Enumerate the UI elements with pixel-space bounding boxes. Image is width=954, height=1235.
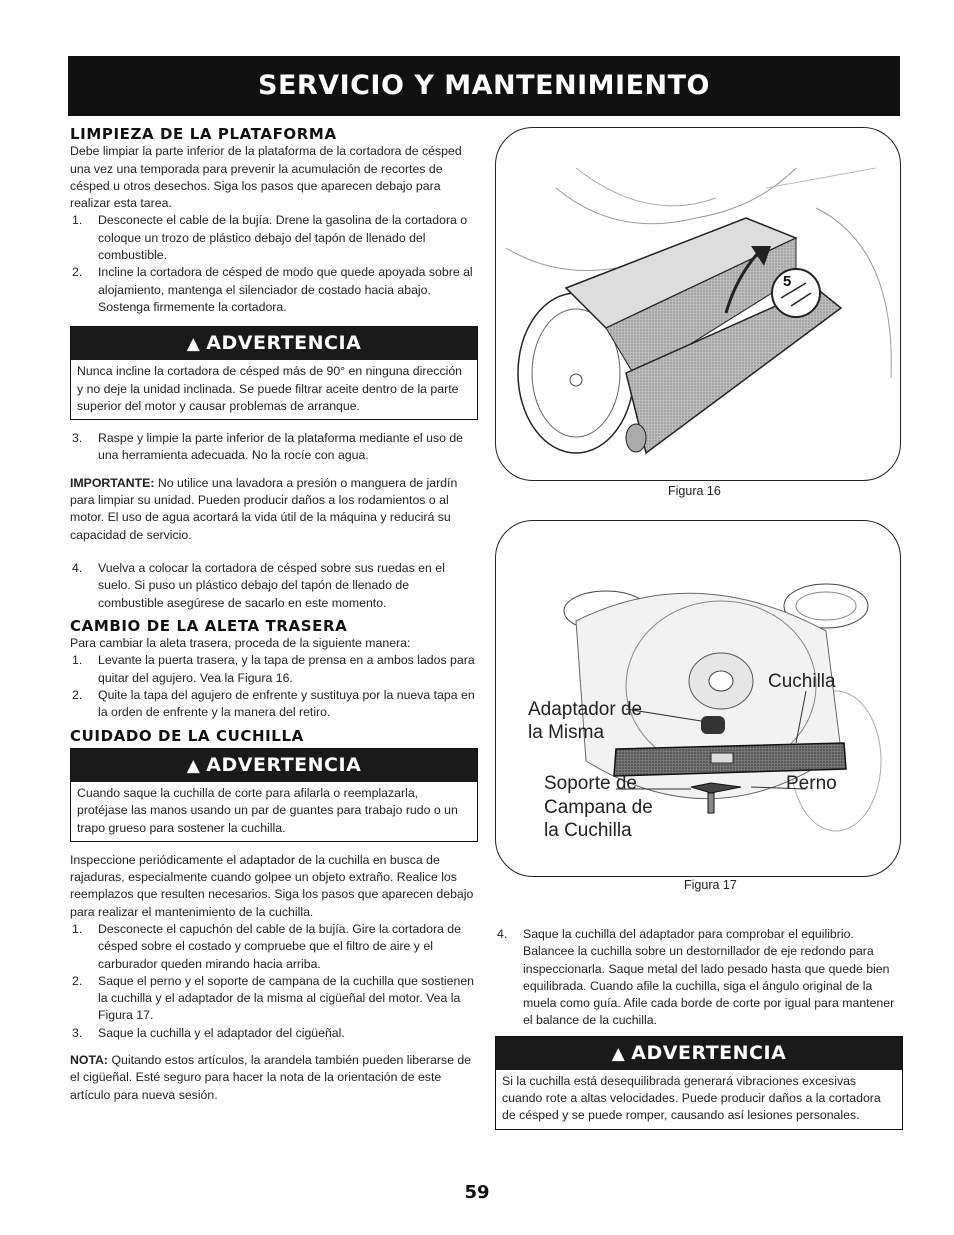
limpieza-step-2	[70, 264, 478, 316]
step-number: 3.	[72, 1025, 83, 1040]
warning-title	[71, 749, 477, 782]
figure-16	[495, 127, 901, 481]
limpieza-step-1	[70, 212, 478, 264]
step-number: 1.	[72, 921, 83, 936]
label-adaptador-line1: Adaptador de	[528, 699, 643, 720]
limpieza-steps-cont	[70, 430, 478, 465]
step-text: Quite la tapa del agujero de enfrente y sustituya por la nueva tapa en la orden de enfrente y la manera del retiro.	[98, 688, 475, 720]
aleta-steps	[70, 652, 478, 721]
label-soporte-line3: la Cuchilla	[544, 820, 632, 841]
step-number: 2.	[72, 265, 83, 280]
step-text: Raspe y limpie la parte inferior de la plataforma mediante el uso de una herramienta adecuada. No la rocíe con agua.	[98, 431, 464, 463]
step-text: Desconecte el capuchón del cable de la bujía. Gire la cortadora de césped sobre el costado y compruebe que el filtro de aire y el carburador queden mirando hacia arriba.	[98, 921, 461, 971]
page-number: 59	[464, 1182, 490, 1203]
figure-17	[495, 520, 901, 877]
figure-17-caption: Figura 17	[684, 878, 737, 892]
step-number: 2.	[72, 688, 83, 703]
cuchilla-step-3	[70, 1025, 478, 1042]
cuchilla-intro: Inspeccione periódicamente el adaptador de la cuchilla en busca de rajaduras, especialmente cuando golpee un objeto extraño. Realice los reemplazos que resulten necesarios. Siga los pasos que aparecen debajo para realizar el mantenimiento de la cuchilla.	[70, 852, 474, 919]
aleta-step-2	[70, 687, 478, 722]
step-text: Desconecte el cable de la bujía. Drene la gasolina de la cortadora o coloque un trozo de plástico debajo del tapón de llenado del combustible.	[98, 213, 468, 263]
step-text: Levante la puerta trasera, y la tapa de prensa en a ambos lados para quitar del agujero. Vea la Figura 16.	[98, 653, 475, 685]
warning-triangle-icon: ▲	[186, 755, 201, 776]
cuchilla-step-2	[70, 973, 478, 1025]
limpieza-intro: Debe limpiar la parte inferior de la plataforma de la cortadora de césped una vez una temporada para prevenir la acumulación de recortes de césped u otros desechos. Siga los pasos que aparecen debajo para realizar esta tarea.	[70, 144, 462, 211]
step-number: 1.	[72, 653, 83, 668]
step-number: 1.	[72, 213, 83, 228]
limpieza-steps-end	[70, 560, 478, 612]
step-number: 4.	[72, 560, 83, 575]
step-number: 2.	[72, 973, 83, 988]
heading-aleta: CAMBIO DE LA ALETA TRASERA	[70, 616, 348, 635]
section-banner: SERVICIO Y MANTENIMIENTO	[68, 56, 900, 116]
heading-limpieza: LIMPIEZA DE LA PLATAFORMA	[70, 125, 337, 143]
cuchilla-step-1	[70, 921, 478, 973]
step-text: Saque la cuchilla y el adaptador del cigüeñal.	[98, 1025, 345, 1040]
cuchilla-step-4	[495, 926, 903, 1030]
step-text: Incline la cortadora de césped de modo que quede apoyada sobre al alojamiento, mantenga el silenciador de costado hacia abajo. Sostenga firmemente la cortadora.	[98, 265, 473, 314]
warning-box-tilt	[70, 326, 478, 420]
cuchilla-steps	[70, 921, 478, 1042]
cuchilla-steps-cont	[495, 926, 903, 1030]
step-text: Saque la cuchilla del adaptador para comprobar el equilibrio. Balancee la cuchilla sobre un destornillador de eje redondo para inspeccionarla. Saque metal del lado pesado hasta que quede bien equilibrada. Cuando afile la cuchilla, siga el ángulo original de la muela como guía. Afile cada borde de corte por igual para mantener el balance de la cuchilla.	[523, 927, 895, 1028]
warning-box-gloves	[70, 748, 478, 842]
nota	[70, 1052, 478, 1104]
important-label: IMPORTANTE:	[70, 475, 155, 490]
label-cuchilla: Cuchilla	[768, 671, 836, 692]
right-column	[495, 926, 903, 1130]
warning-title-text: ADVERTENCIA	[206, 332, 362, 355]
warning-text: Si la cuchilla está desequilibrada generará vibraciones excesivas cuando rote a altas velocidades. Puede producir daños a la cortadora de césped y se puede romper, causando así lesiones personales.	[502, 1073, 881, 1123]
nota-label: NOTA:	[70, 1053, 109, 1068]
figure-16-drawing	[496, 128, 900, 480]
label-soporte-line2: Campana de	[544, 797, 653, 818]
heading-cuchilla: CUIDADO DE LA CUCHILLA	[70, 726, 304, 745]
limpieza-steps	[70, 212, 478, 316]
warning-triangle-icon: ▲	[611, 1043, 626, 1064]
figure-16-caption: Figura 16	[668, 484, 721, 498]
warning-text: Nunca incline la cortadora de césped más de 90° en ninguna dirección y no deje la unidad inclinada. Se puede filtrar aceite dentro de la parte superior del motor y causar problemas de arranque.	[77, 364, 462, 413]
step-number: 3.	[72, 431, 83, 446]
label-perno: Perno	[786, 773, 837, 794]
important-text: No utilice una lavadora a presión o manguera de jardín para limpiar su unidad. Pueden producir daños a los rodamientos o al motor. El uso de agua acortará la vida útil de la máquina y reducirá su capacidad de servicio.	[70, 475, 458, 542]
label-soporte-line1: Soporte de	[544, 773, 637, 794]
aleta-intro: Para cambiar la aleta trasera, proceda de la siguiente manera:	[70, 636, 411, 651]
warning-title-text: ADVERTENCIA	[631, 1041, 787, 1064]
callout-number: 5	[783, 273, 792, 290]
warning-title-text: ADVERTENCIA	[206, 753, 362, 776]
warning-title	[496, 1037, 902, 1070]
left-column	[70, 126, 478, 1104]
step-text: Vuelva a colocar la cortadora de césped sobre sus ruedas en el suelo. Si puso un plástico debajo del tapón de llenado de combustible asegúrese de sacarlo en este momento.	[98, 560, 445, 610]
step-text: Saque el perno y el soporte de campana de la cuchilla que sostienen la cuchilla y el adaptador de la misma al cigüeñal del motor. Vea la Figura 17.	[98, 973, 474, 1023]
warning-text: Cuando saque la cuchilla de corte para afilarla o reemplazarla, protéjase las manos usando un par de guantes para trabajo rudo o un trapo grueso para sostener la cuchilla.	[77, 785, 458, 835]
important-note	[70, 475, 478, 544]
step-number: 4.	[497, 927, 508, 941]
limpieza-step-3	[70, 430, 478, 465]
warning-triangle-icon: ▲	[186, 334, 201, 355]
nota-text: Quitando estos artículos, la arandela también pueden liberarse de el cigüeñal. Esté seguro para hacer la nota de la orientación de este artículo para nueva sesión.	[70, 1053, 472, 1102]
aleta-step-1	[70, 652, 478, 687]
warning-title	[71, 327, 477, 360]
limpieza-step-4	[70, 560, 478, 612]
warning-box-balance	[495, 1036, 903, 1130]
label-adaptador-line2: la Misma	[528, 722, 605, 743]
